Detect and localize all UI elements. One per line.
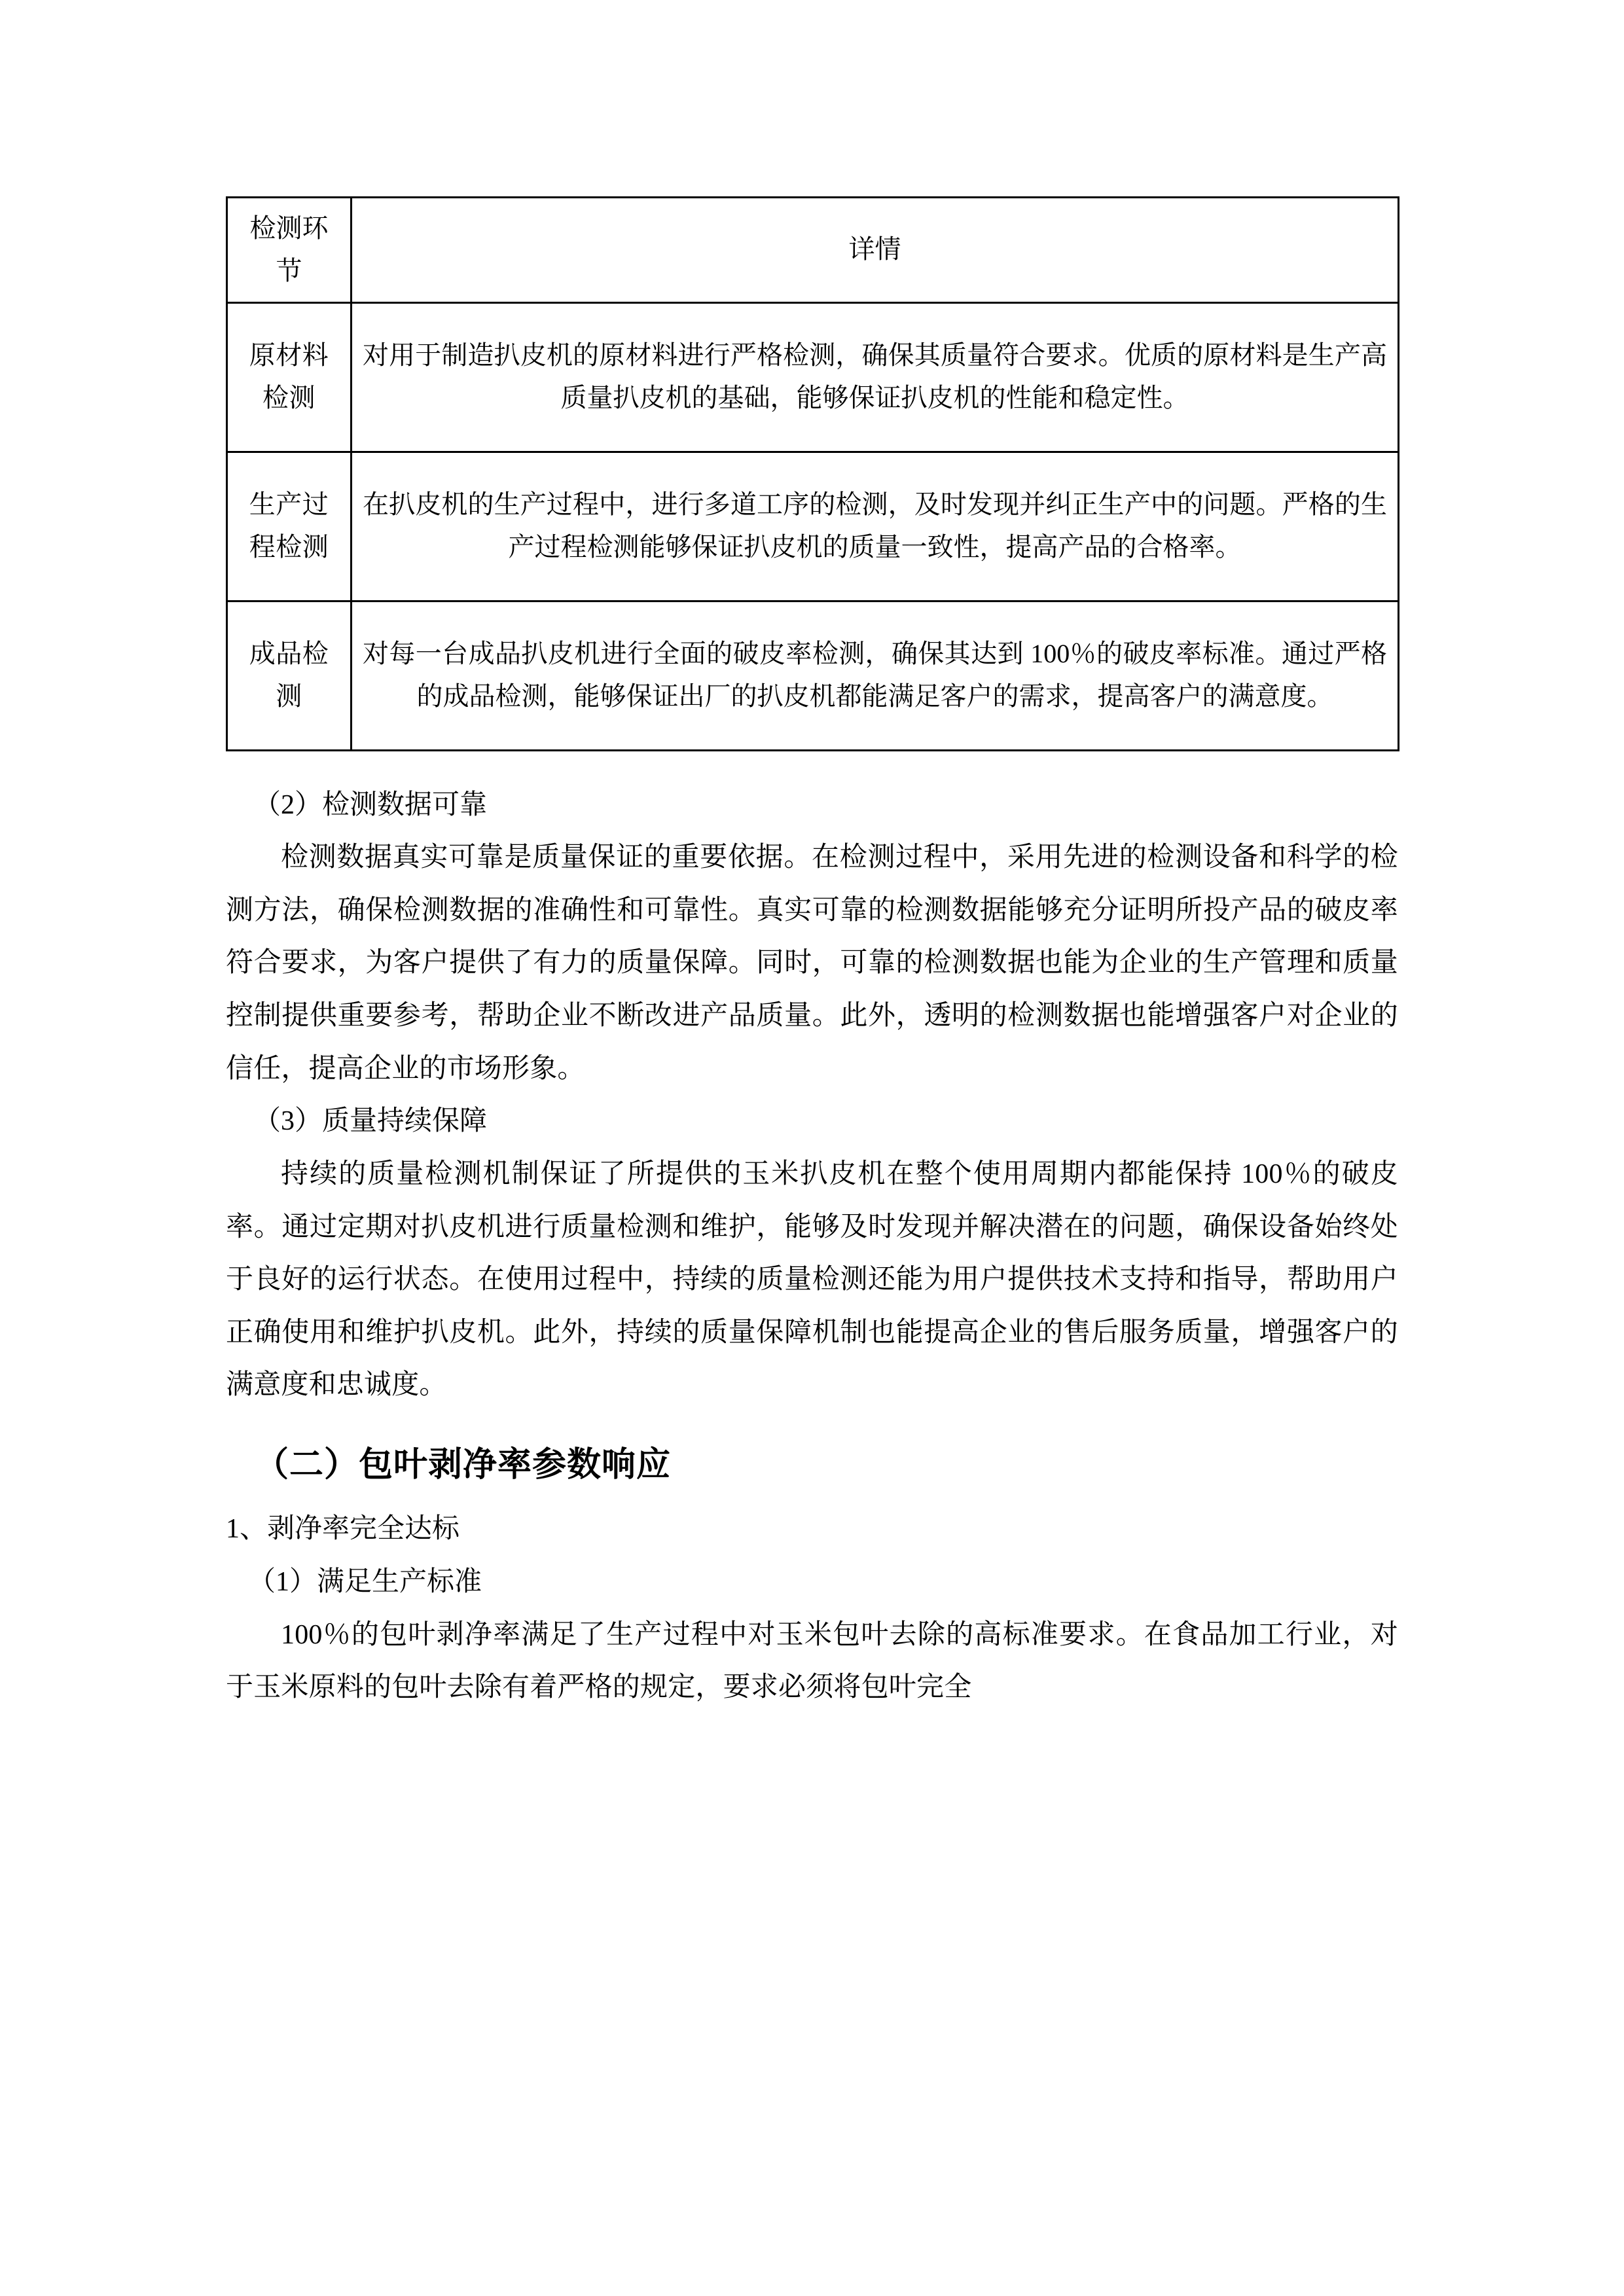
table-row [227, 452, 1399, 601]
table-row [227, 302, 1399, 452]
table-cell-stage: 成品检测 [227, 601, 352, 750]
table-header-detail: 详情 [352, 198, 1399, 303]
spacer [226, 1412, 1398, 1438]
table-cell-stage: 生产过程检测 [227, 452, 352, 601]
spacer [226, 751, 1398, 762]
item-3-paragraph: 持续的质量检测机制保证了所提供的玉米扒皮机在整个使用周期内都能保持 100％的破皮率。通过定期对扒皮机进行质量检测和维护，能够及时发现并解决潜在的问题，确保设备始终处于良好的运行状态。在使用过程中，持续的质量检测还能为用户提供技术支持和指导，帮助用户正确使用和维护扒皮机。此外，持续的质量保障机制也能提高企业的售后服务质量，增强客户的满意度和忠诚度。 [226, 1158, 1398, 1401]
sub-heading-1-1: （1）满足生产标准 [248, 1566, 482, 1597]
table-header-stage: 检测环节 [227, 198, 352, 303]
table-cell-detail: 在扒皮机的生产过程中，进行多道工序的检测，及时发现并纠正生产中的问题。严格的生产过程检测能够保证扒皮机的质量一致性，提高产品的合格率。 [352, 452, 1399, 601]
table-cell-detail: 对用于制造扒皮机的原材料进行严格检测，确保其质量符合要求。优质的原材料是生产高质量扒皮机的基础，能够保证扒皮机的性能和稳定性。 [352, 302, 1399, 452]
sub-heading-1: 1、剥净率完全达标 [226, 1514, 460, 1545]
item-3-heading: （3）质量持续保障 [253, 1106, 488, 1137]
table-cell-stage: 原材料检测 [227, 302, 352, 452]
item-2-heading: （2）检测数据可靠 [253, 789, 488, 820]
section-heading: （二）包叶剥净率参数响应 [255, 1446, 672, 1484]
detection-stage-table [226, 196, 1399, 751]
table-cell-detail: 对每一台成品扒皮机进行全面的破皮率检测，确保其达到 100％的破皮率标准。通过严格的成品检测，能够保证出厂的扒皮机都能满足客户的需求，提高客户的满意度。 [352, 601, 1399, 750]
section-paragraph: 100％的包叶剥净率满足了生产过程中对玉米包叶去除的高标准要求。在食品加工行业，对于玉米原料的包叶去除有着严格的规定，要求必须将包叶完全 [226, 1619, 1398, 1703]
spacer [226, 1492, 1398, 1503]
table-row [227, 601, 1399, 750]
item-2-paragraph: 检测数据真实可靠是质量保证的重要依据。在检测过程中，采用先进的检测设备和科学的检测方法，确保检测数据的准确性和可靠性。真实可靠的检测数据能够充分证明所投产品的破皮率符合要求，为客户提供了有力的质量保障。同时，可靠的检测数据也能为企业的生产管理和质量控制提供重要参考，帮助企业不断改进产品质量。此外，透明的检测数据也能增强客户对企业的信任，提高企业的市场形象。 [226, 842, 1398, 1084]
table-header-row [227, 198, 1399, 303]
